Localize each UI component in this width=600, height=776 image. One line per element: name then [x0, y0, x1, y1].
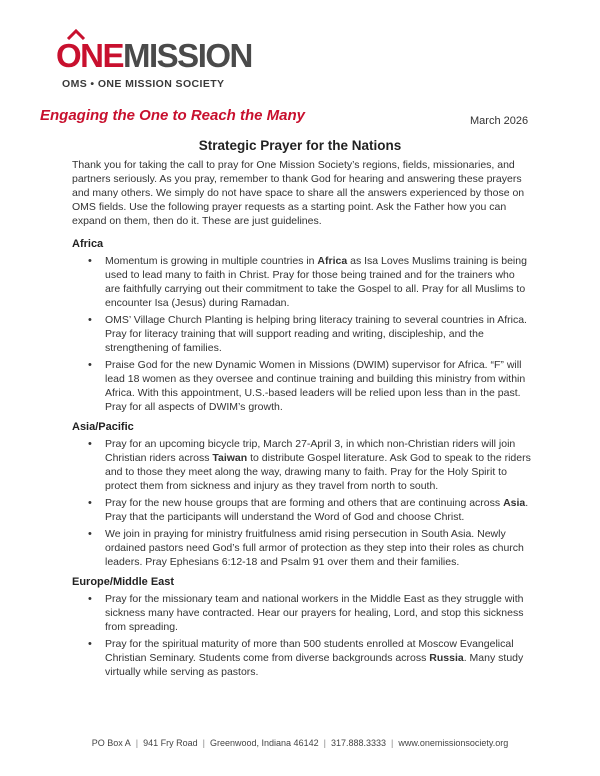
footer-separator: | — [391, 738, 394, 748]
intro-paragraph: Thank you for taking the call to pray for One Mission Society’s regions, fields, missionaries, and partners seriously. As you pray, remember to thank God for hearing and answering these prayers and many others. We simply do not have space to share all the answers experienced by those on OMS fields. Use the following prayer requests as a starting point. Ask the Father how you can expand on them, then do it. These are just guidelines. — [72, 159, 525, 227]
logo-word-one: ONE — [56, 37, 124, 74]
onemission-logo — [56, 28, 252, 98]
prayer-list — [72, 592, 532, 679]
prayer-item: • Momentum is growing in multiple countries in Africa as Isa Loves Muslims training is being used to lead many to faith in Christ. Pray for those being trained and for the trainers who are faithfully carrying out their commitment to take the Gospel to all. Pray for all Muslims to encounter Isa (Jesus) during Ramadan. — [105, 254, 532, 310]
document-body — [72, 158, 532, 685]
section-africa — [72, 237, 532, 414]
prayer-item: • Pray for the new house groups that are forming and others that are continuing across Asia. Pray that the participants will understand the Word of God and choose Christ. — [105, 496, 532, 524]
section-heading: Asia/Pacific — [72, 421, 134, 433]
footer-separator: | — [323, 738, 326, 748]
document-date: March 2026 — [470, 115, 529, 127]
logo-word-mission: MISSION — [123, 37, 252, 74]
section-asia-pacific — [72, 420, 532, 569]
page-title: Strategic Prayer for the Nations — [198, 138, 402, 153]
footer-city: Greenwood, Indiana 46142 — [210, 738, 319, 748]
prayer-item: • Pray for an upcoming bicycle trip, March 27-April 3, in which non-Christian riders will join Christian riders across Taiwan to distribute Gospel literature. Ask God to speak to the riders and to those they meet along the way, drawing many to faith. Pray for the Holy Spirit to protect them from sickness and injury as they travel from north to south. — [105, 437, 532, 493]
prayer-item: • Praise God for the new Dynamic Women in Missions (DWIM) supervisor for Africa. “F” will lead 18 women as they oversee and continue training and building this ministry from within Africa. With this appointment, U.S.-based leaders will be relied upon less than in the past. Pray for all aspects of DWIM’s growth. — [105, 358, 532, 414]
section-heading: Europe/Middle East — [72, 576, 175, 588]
prayer-list — [72, 437, 532, 569]
prayer-list — [72, 254, 532, 414]
footer-contact — [0, 738, 600, 748]
prayer-item: • OMS’ Village Church Planting is helping bring literacy training to several countries in Africa. Pray for literacy training that will support reading and writing, discipleship, and the strengthening of families. — [105, 313, 532, 355]
footer-website[interactable]: www.onemissionsociety.org — [398, 738, 509, 748]
logo-wordmark — [56, 38, 252, 74]
footer-street: 941 Fry Road — [143, 738, 198, 748]
footer-separator: | — [135, 738, 139, 748]
prayer-item: • We join in praying for ministry fruitfulness amid rising persecution in South Asia. Newly ordained pastors need God’s full armor of protection as they step into their roles as church leaders. Pray Ephesians 6:12-18 and Psalm 91 over them and their families. — [105, 527, 532, 569]
footer-separator: | — [202, 738, 205, 748]
tagline: Engaging the One to Reach the Many — [40, 107, 306, 124]
prayer-item: • Pray for the spiritual maturity of more than 500 students enrolled at Moscow Evangelical Christian Seminary. Students come from diverse backgrounds across Russia. Many study virtually while serving as pastors. — [105, 637, 532, 679]
logo-subtitle: OMS • ONE MISSION SOCIETY — [62, 78, 225, 90]
prayer-item: • Pray for the missionary team and national workers in the Middle East as they struggle with sickness many have contracted. Hear our prayers for healing, Lord, and stop this sickness from spreading. — [105, 592, 532, 634]
section-heading: Africa — [72, 238, 104, 250]
footer-phone: 317.888.3333 — [330, 738, 386, 748]
section-europe-middle-east — [72, 575, 532, 679]
footer-po-box: PO Box A — [91, 738, 131, 748]
